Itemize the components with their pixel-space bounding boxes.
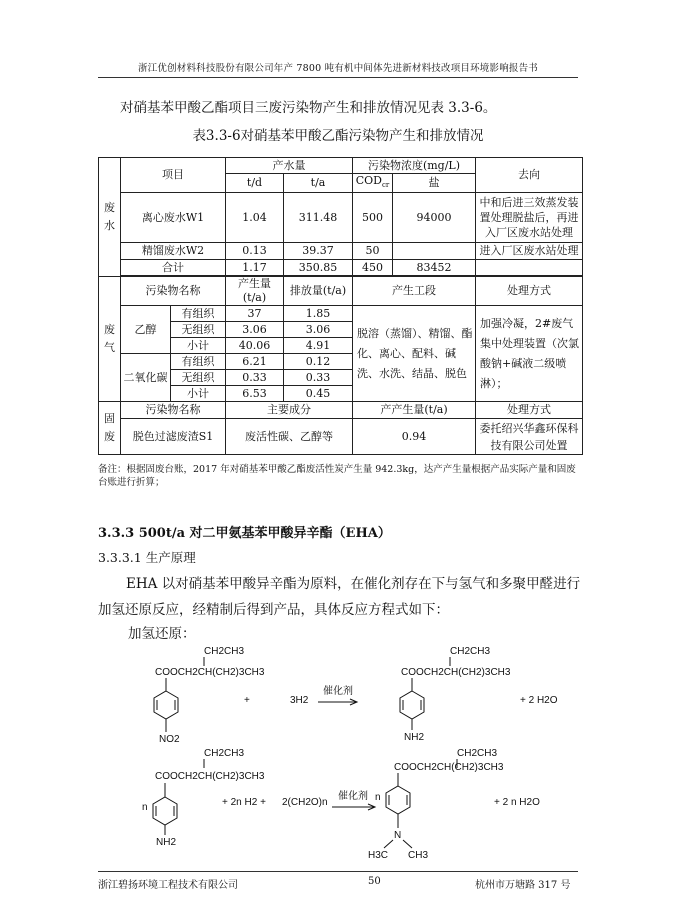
ester-4: COOCH2CH(CH2)3CH3 [394, 762, 504, 773]
header-salt: 盐 [393, 174, 476, 193]
dimethylamino-n: N [394, 830, 402, 841]
eth-org-label: 有组织 [171, 306, 226, 322]
ww1-td: 1.04 [226, 193, 284, 243]
methyl-left: H3C [368, 850, 389, 861]
hydrogen-reagent: 3H2 [290, 695, 309, 706]
water-product-1: + 2 H2O [520, 695, 558, 706]
co2-unorg-label: 无组织 [171, 370, 226, 386]
co2-sub-label: 小计 [171, 386, 226, 402]
repeat-n-1: n [142, 802, 148, 813]
co2-unorg-prod: 0.33 [226, 370, 284, 386]
footer-rule [98, 871, 578, 872]
page-number: 50 [368, 876, 381, 887]
co2-org-emit: 0.12 [284, 354, 353, 370]
co2-sub-prod: 6.53 [226, 386, 284, 402]
gas-ethanol: 乙醇 [121, 306, 171, 354]
gas-header-emitted: 排放量(t/a) [284, 277, 353, 306]
eth-org-emit: 1.85 [284, 306, 353, 322]
ww2-td: 0.13 [226, 243, 284, 260]
header-destination: 去向 [476, 158, 583, 193]
eth-unorg-emit: 3.06 [284, 322, 353, 338]
gas-header-treatment: 处理方式 [476, 277, 583, 306]
pollutant-table [98, 157, 583, 455]
benzene-ring-3 [153, 797, 177, 825]
category-gas: 废气 [99, 277, 121, 402]
body-paragraph: EHA 以对硝基苯甲酸异辛酯为原料，在催化剂存在下与氢气和多聚甲醛进行加氢还原反应，经精制后得到产品，具体反应方程式如下： [98, 576, 581, 618]
header-td: t/d [226, 174, 284, 193]
solid-header-composition: 主要成分 [226, 402, 353, 419]
s1-amount: 0.94 [353, 419, 476, 455]
table-caption: 表3.3-6对硝基苯甲酸乙酯污染物产生和排放情况 [192, 128, 484, 144]
eth-sub-emit: 4.91 [284, 338, 353, 354]
gas-header-produced: 产生量(t/a) [226, 277, 284, 306]
repeat-n-2: n [375, 792, 381, 803]
gas-treatment-text: 加强冷凝，2#废气集中处理装置（次氯酸钠+碱液二级喷淋）； [476, 306, 583, 402]
ww2-dest: 进入厂区废水站处理 [476, 243, 583, 260]
header-concentration: 污染物浓度(mg/L) [353, 158, 476, 174]
s1-name: 脱色过滤废渣S1 [121, 419, 226, 455]
s1-treatment: 委托绍兴华鑫环保科技有限公司处置 [476, 419, 583, 455]
methyl-right: CH3 [408, 850, 429, 861]
intro-paragraph: 对硝基苯甲酸乙酯项目三废污染物产生和排放情况见表 3.3-6。 [120, 100, 497, 116]
side-chain-2: CH2CH3 [450, 646, 491, 657]
catalyst-label-2: 催化剂 [338, 791, 368, 802]
eth-org-prod: 37 [226, 306, 284, 322]
nitro-group: NO2 [159, 734, 180, 745]
hydrogenation-label: 加氢还原： [128, 626, 196, 642]
benzene-ring-1 [154, 691, 178, 719]
amino-group-1: NH2 [404, 732, 425, 743]
category-wastewater: 废水 [99, 158, 121, 277]
ww1-name: 离心废水W1 [121, 193, 226, 243]
solid-header-amount: 产产生量(t/a) [353, 402, 476, 419]
ww1-salt: 94000 [393, 193, 476, 243]
amino-group-2: NH2 [156, 837, 177, 848]
header-amount: 产水量 [226, 158, 353, 174]
ww-total-name: 合计 [121, 260, 226, 276]
side-chain-1: CH2CH3 [204, 646, 245, 657]
catalyst-label-1: 催化剂 [323, 686, 353, 697]
co2-org-prod: 6.21 [226, 354, 284, 370]
co2-org-label: 有组织 [171, 354, 226, 370]
category-solid: 固废 [99, 402, 121, 455]
ww1-cod: 500 [353, 193, 393, 243]
co2-unorg-emit: 0.33 [284, 370, 353, 386]
ww-total-td: 1.17 [226, 260, 284, 276]
side-chain-4: CH2CH3 [457, 748, 498, 759]
eth-sub-prod: 40.06 [226, 338, 284, 354]
ww-total-dest [476, 260, 583, 276]
ester-3: COOCH2CH(CH2)3CH3 [155, 771, 265, 782]
ww-total-ta: 350.85 [284, 260, 353, 276]
ww-total-cod: 450 [353, 260, 393, 276]
header-rule [98, 77, 578, 78]
water-product-2: + 2 n H2O [494, 797, 540, 808]
header-ta: t/a [284, 174, 353, 193]
reaction-scheme [0, 640, 676, 865]
section-heading: 3.3.3 500t/a 对二甲氨基苯甲酸异辛酯（EHA） [98, 526, 391, 541]
co2-sub-emit: 0.45 [284, 386, 353, 402]
footer-company: 浙江碧扬环境工程技术有限公司 [98, 880, 238, 891]
ww1-ta: 311.48 [284, 193, 353, 243]
footer-address: 杭州市万塘路 317 号 [475, 880, 571, 891]
paraformaldehyde: 2(CH2O)n [282, 797, 328, 808]
gas-process-text: 脱溶（蒸馏）、精馏、酯化、离心、配料、碱洗、水洗、结晶、脱色 [353, 306, 476, 402]
solid-header-treatment: 处理方式 [476, 402, 583, 419]
ester-2: COOCH2CH(CH2)3CH3 [401, 667, 511, 678]
eth-unorg-prod: 3.06 [226, 322, 284, 338]
eth-unorg-label: 无组织 [171, 322, 226, 338]
running-header: 浙江优创材料科技股份有限公司年产 7800 吨有机中间体先进新材料技改项目环境影响报告书 [137, 63, 539, 74]
header-cod: $COD_{cr}$ [353, 174, 393, 193]
ww-total-salt: 83452 [393, 260, 476, 276]
benzene-ring-2 [400, 691, 424, 719]
ww2-cod: 50 [353, 243, 393, 260]
ester-1: COOCH2CH(CH2)3CH3 [155, 667, 265, 678]
gas-header-name: 污染物名称 [121, 277, 226, 306]
side-chain-3: CH2CH3 [204, 748, 245, 759]
gas-header-process: 产生工段 [353, 277, 476, 306]
gas-co2: 二氧化碳 [121, 354, 171, 402]
benzene-ring-4 [386, 786, 410, 814]
ww2-ta: 39.37 [284, 243, 353, 260]
ww1-dest: 中和后进三效蒸发装置处理脱盐后，再进入厂区废水站处理 [476, 193, 583, 243]
solid-header-name: 污染物名称 [121, 402, 226, 419]
subsection-heading: 3.3.3.1 生产原理 [98, 550, 196, 565]
s1-composition: 废活性碳、乙醇等 [226, 419, 353, 455]
header-item: 项目 [121, 158, 226, 193]
ww2-salt [393, 243, 476, 260]
hydrogen-term: + 2n H2 + [222, 797, 266, 808]
ww2-name: 精馏废水W2 [121, 243, 226, 260]
table-note: 备注：根据固废台账，2017 年对硝基苯甲酸乙酯废活性炭产生量 942.3kg，达产产生量根据产品实际产量和固废台账进行折算； [98, 464, 576, 488]
eth-sub-label: 小计 [171, 338, 226, 354]
plus-1: + [244, 695, 250, 706]
